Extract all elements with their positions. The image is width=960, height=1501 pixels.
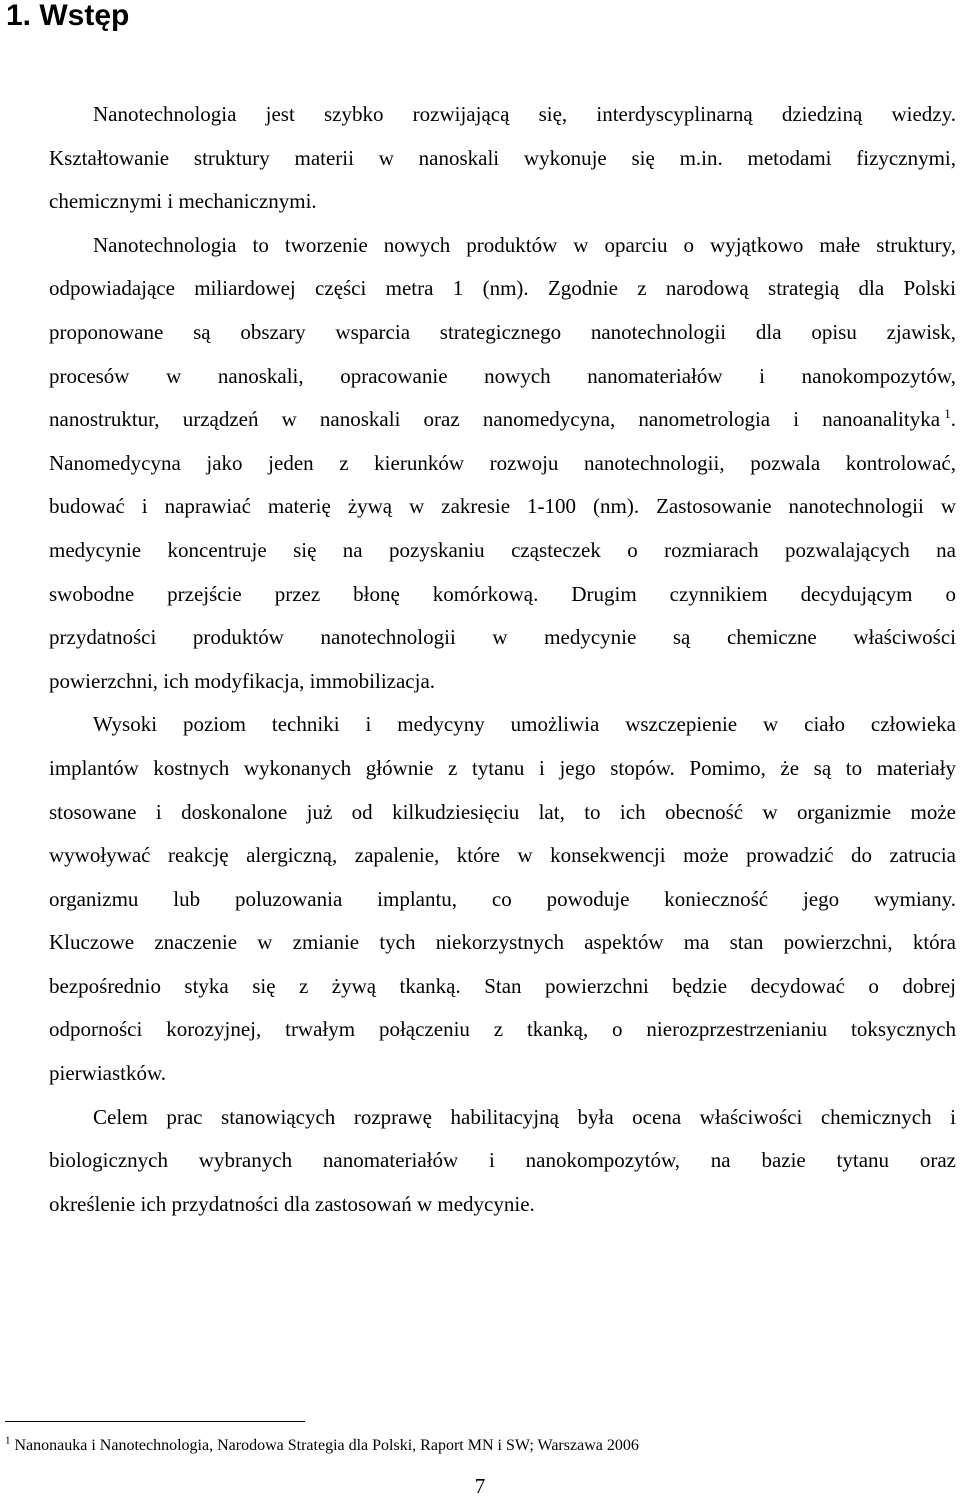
text-line: Kluczowe znaczenie w zmianie tych niekorzystnych aspektów ma stan powierzchni, która: [49, 930, 956, 955]
text-line: Celem prac stanowiących rozprawę habilitacyjną była ocena właściwości chemicznych i: [93, 1104, 956, 1129]
text-line: proponowane są obszary wsparcia strategicznego nanotechnologii dla opisu zjawisk,: [49, 319, 956, 344]
text-line: medycynie koncentruje się na pozyskaniu cząsteczek o rozmiarach pozwalających na: [49, 537, 956, 562]
footnote-ref-tail: .: [950, 407, 956, 432]
text-line-with-footnote: [5, 398, 956, 442]
text-line: przydatności produktów nanotechnologii w medycynie są chemiczne właściwości: [49, 625, 956, 650]
text-line: określenie ich przydatności dla zastosowań w medycynie.: [49, 1191, 535, 1216]
text-line: powierzchni, ich modyfikacja, immobilizacja.: [49, 668, 436, 693]
text-line: budować i naprawiać materię żywą w zakresie 1-100 (nm). Zastosowanie nanotechnologii w: [49, 494, 956, 519]
footnote-separator: [5, 1421, 305, 1422]
text-line: stosowane i doskonalone już od kilkudziesięciu lat, to ich obecność w organizmie może: [49, 799, 956, 824]
text-line: biologicznych wybranych nanomateriałów i nanokompozytów, na bazie tytanu oraz: [49, 1148, 956, 1173]
section-heading: 1. Wstęp: [6, 0, 130, 32]
text-line-content: nanostruktur, urządzeń w nanoskali oraz nanomedycyna, nanometrologia i nanoanalityka: [49, 407, 941, 432]
paragraph-implants: [5, 703, 956, 1095]
text-line: pierwiastków.: [49, 1061, 167, 1086]
text-line: implantów kostnych wykonanych głównie z tytanu i jego stopów. Pomimo, że są to materiały: [49, 755, 956, 780]
text-line: bezpośrednio styka się z żywą tkanką. Stan powierzchni będzie decydować o dobrej: [49, 973, 956, 998]
paragraph-definition: [5, 224, 956, 704]
text-line: odpowiadające miliardowej części metra 1 (nm). Zgodnie z narodową strategią dla Polski: [49, 276, 956, 301]
text-line: swobodne przejście przez błonę komórkową. Drugim czynnikiem decydującym o: [49, 581, 956, 606]
text-line: Nanotechnologia jest szybko rozwijającą się, interdyscyplinarną dziedziną wiedzy.: [93, 102, 956, 126]
page-number: 7: [474, 1474, 486, 1498]
footnote: [5, 1436, 639, 1456]
text-line: odporności korozyjnej, trwałym połączeniu z tkanką, o nierozprzestrzenianiu toksycznych: [49, 1017, 956, 1042]
text-line: organizmu lub poluzowania implantu, co powoduje konieczność jego wymiany.: [49, 886, 956, 911]
text-line: Nanomedycyna jako jeden z kierunków rozwoju nanotechnologii, pozwala kontrolować,: [49, 450, 956, 475]
body-text: [5, 93, 956, 1226]
paragraph-aim: [5, 1096, 956, 1227]
paragraph-intro: [5, 93, 956, 224]
footnote-marker: 1: [5, 1434, 11, 1447]
text-line: Wysoki poziom techniki i medycyny umożliwia wszczepienie w ciało człowieka: [93, 712, 956, 737]
text-line: Kształtowanie struktury materii w nanoskali wykonuje się m.in. metodami fizycznymi,: [49, 145, 956, 170]
text-line: Nanotechnologia to tworzenie nowych produktów w oparciu o wyjątkowo małe struktury,: [93, 232, 956, 257]
footnote-text: Nanonauka i Nanotechnologia, Narodowa Strategia dla Polski, Raport MN i SW; Warszawa 2006: [10, 1437, 639, 1454]
footnote-ref[interactable]: 1: [944, 406, 951, 422]
text-line: chemicznymi i mechanicznymi.: [49, 189, 317, 214]
text-line: wywoływać reakcję alergiczną, zapalenie, które w konsekwencji może prowadzić do zatrucia: [49, 843, 956, 868]
text-line: procesów w nanoskali, opracowanie nowych nanomateriałów i nanokompozytów,: [49, 363, 956, 388]
